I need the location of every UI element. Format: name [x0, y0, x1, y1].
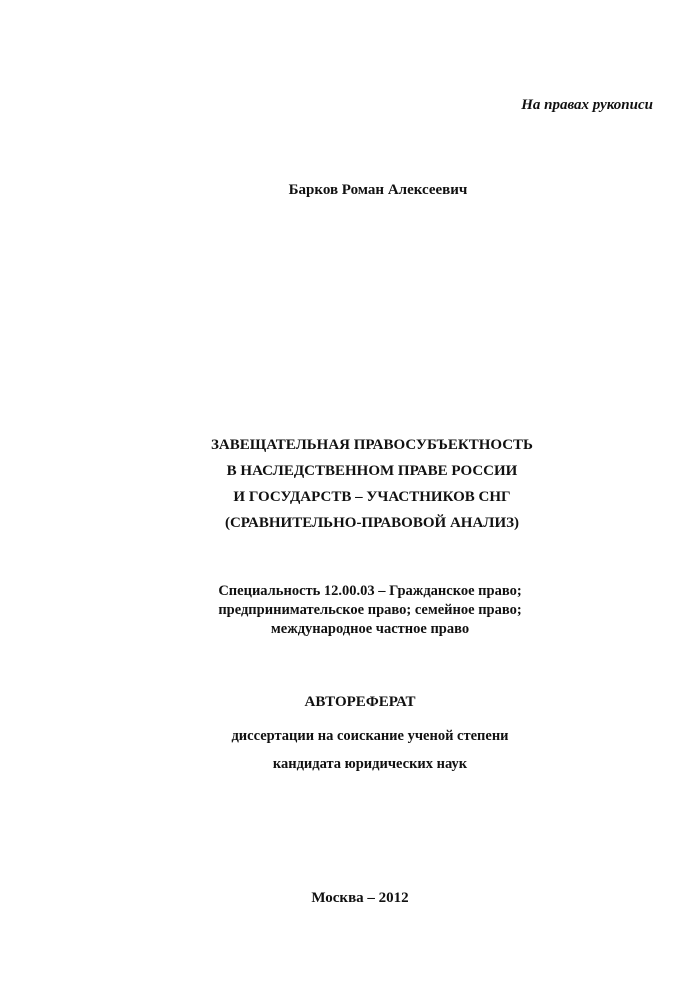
title-line: (СРАВНИТЕЛЬНО-ПРАВОВОЙ АНАЛИЗ) [224, 515, 520, 531]
specialty-line: предпринимательское право; семейное право; [218, 602, 522, 618]
author-name: Барков Роман Алексеевич [288, 182, 468, 198]
degree-line: кандидата юридических наук [272, 756, 468, 772]
manuscript-note: На правах рукописи [521, 97, 653, 113]
title-line: В НАСЛЕДСТВЕННОМ ПРАВЕ РОССИИ [226, 463, 518, 479]
degree-line: диссертации на соискание ученой степени [231, 728, 509, 744]
dissertation-title [22, 432, 700, 536]
title-line: ЗАВЕЩАТЕЛЬНАЯ ПРАВОСУБЪЕКТНОСТЬ [211, 437, 533, 453]
specialty-line: Специальность 12.00.03 – Гражданское право; [218, 583, 522, 599]
specialty-line: международное частное право [270, 621, 470, 637]
place-and-year: Москва – 2012 [311, 890, 409, 906]
degree-statement [20, 722, 700, 778]
document-type: АВТОРЕФЕРАТ [304, 694, 416, 710]
title-line: И ГОСУДАРСТВ – УЧАСТНИКОВ СНГ [233, 489, 511, 505]
specialty-block [20, 582, 700, 639]
